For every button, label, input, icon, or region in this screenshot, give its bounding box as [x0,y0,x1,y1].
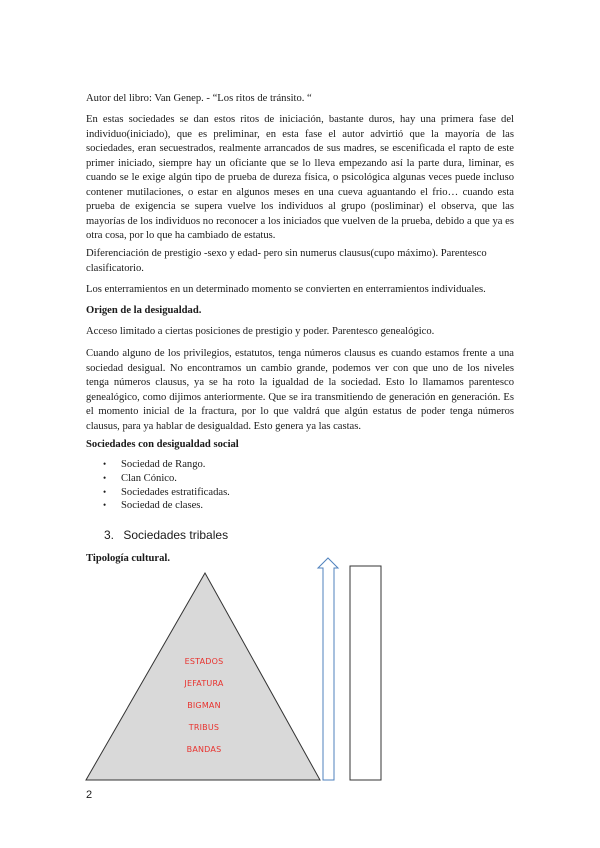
pyramid-level-estados: ESTADOS [184,657,224,666]
heading-social-inequality: Sociedades con desigualdad social [86,439,239,450]
pyramid-level-bandas: BANDAS [186,745,222,754]
paragraph-inequality: Cuando alguno de los privilegios, estatutos, tenga números clausus es cuando estamos frente a una sociedad desigual. No encontramos un cambio grande, podemos ver con que uno de los niveles tenga números clausus, ya se ha roto la igualdad de la sociedad. Esto lo llamamos parentesco genealógico, como dijimos anteriormente. Que se ira transmitiendo de generación en generación. Es el momento inicial de la fractura, por lo que valdrá que algún estatus de poder tenga números clausus, para ya hablar de desigualdad. Esto genera ya las castas. [86,348,514,432]
list-item: • Sociedades estratificadas. [100,486,230,500]
pyramid-level-jefatura: JEFATURA [184,679,224,688]
list-item: • Clan Cónico. [100,472,230,486]
page-number: 2 [86,789,93,801]
author-line: Autor del libro: Van Genep. - “Los ritos de tránsito. “ [86,93,312,104]
list-item: • Sociedad de Rango. [100,458,230,472]
paragraph-prestige: Diferenciación de prestigio -sexo y edad- pero sin numerus clausus(cupo máximo). Parentesco clasificatorio. [86,248,487,274]
paragraph-rites: En estas sociedades se dan estos ritos de iniciación, bastante duros, hay una primera fase del individuo(iniciado), que es preliminar, en esta fase el autor advirtió que la mayoría de las sociedades, eran secuestrados, realmente arrancados de sus madres, se escenificada el rapto de este primer iniciado, siempre hay un oficiante que se lo lleva empezando así la parte dura, liminar, es cuando se le exige algún tipo de prueba de dureza física, o psicológica algunas veces puede incluso contener mutilaciones, o estar en algunos meses en una cueva aguantando el frio… cuando esta prueba de exigencia se supera vuelve los individuos al grupo (posliminar) el observa, que las mayorías de los individuos no reconocer a los iniciados que vuelven de la prueba, debido a que ya es otra cosa, por lo que ha cambiado de estatus. [86,114,514,241]
arrow-up-icon [318,558,338,780]
section-number: 3. [104,528,115,542]
pyramid-level-tribus: TRIBUS [188,723,220,732]
section-title: Sociedades tribales [123,528,229,542]
side-bar-rectangle [350,566,381,780]
paragraph-limited-access: Acceso limitado a ciertas posiciones de prestigio y poder. Parentesco genealógico. [86,326,435,337]
heading-origin: Origen de la desigualdad. [86,305,202,316]
heading-tipologia: Tipología cultural. [86,553,170,564]
paragraph-burials: Los enterramientos en un determinado momento se convierten en enterramientos individuales. [86,284,486,295]
pyramid-level-bigman: BIGMAN [187,701,221,710]
list-item: • Sociedad de clases. [100,499,230,513]
